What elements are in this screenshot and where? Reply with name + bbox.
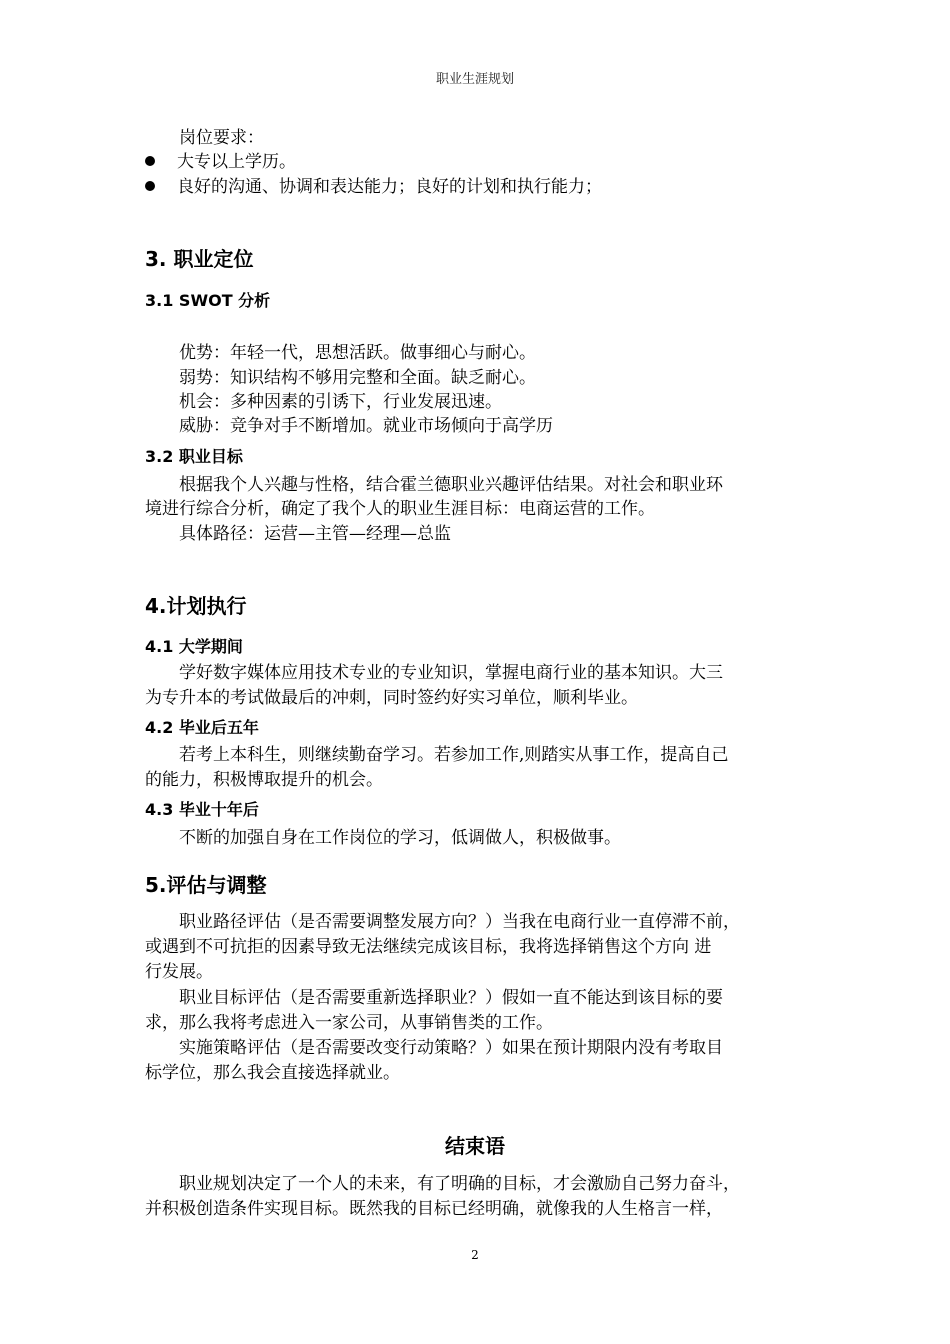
swot-threat: 威胁：竞争对手不断增加。就业市场倾向于高学历 (179, 416, 553, 436)
paragraph-line: 行发展。 (145, 962, 213, 982)
section-3-heading: 3. 职业定位 (145, 247, 254, 271)
bullet-item (145, 175, 602, 199)
paragraph-line: 实施策略评估（是否需要改变行动策略？）如果在预计期限内没有考取目 (179, 1038, 723, 1058)
bullet-text: 大专以上学历。 (177, 152, 296, 172)
paragraph-line: 求，那么我将考虑进入一家公司，从事销售类的工作。 (145, 1013, 553, 1033)
paragraph-line: 或遇到不可抗拒的因素导致无法继续完成该目标，我将选择销售这个方向 进 (145, 937, 712, 957)
swot-weakness: 弱势：知识结构不够用完整和全面。缺乏耐心。 (179, 368, 536, 388)
section-4-1-heading: 4.1 大学期间 (145, 637, 243, 656)
career-path: 具体路径：运营—主管—经理—总监 (179, 524, 451, 544)
paragraph-line: 境进行综合分析，确定了我个人的职业生涯目标：电商运营的工作。 (145, 499, 655, 519)
paragraph-line: 为专升本的考试做最后的冲刺，同时签约好实习单位，顺利毕业。 (145, 688, 638, 708)
closing-heading: 结束语 (445, 1134, 505, 1158)
paragraph-line: 不断的加强自身在工作岗位的学习，低调做人，积极做事。 (179, 828, 621, 848)
paragraph-line: 学好数字媒体应用技术专业的专业知识，掌握电商行业的基本知识。大三 (179, 663, 723, 683)
section-4-heading: 4.计划执行 (145, 594, 247, 618)
paragraph-line: 的能力，积极博取提升的机会。 (145, 770, 383, 790)
paragraph-line: 职业路径评估（是否需要调整发展方向？）当我在电商行业一直停滞不前， (179, 912, 740, 932)
page-header: 职业生涯规划 (435, 72, 514, 87)
paragraph-line: 标学位，那么我会直接选择就业。 (145, 1063, 400, 1083)
bullet-icon (145, 156, 155, 166)
page-number: 2 (471, 1248, 479, 1262)
paragraph-line: 若考上本科生，则继续勤奋学习。若参加工作,则踏实从事工作，提高自己 (179, 745, 729, 765)
paragraph-line: 职业规划决定了一个人的未来，有了明确的目标，才会激励自己努力奋斗， (179, 1174, 740, 1194)
bullet-icon (145, 181, 155, 191)
paragraph-line: 根据我个人兴趣与性格，结合霍兰德职业兴趣评估结果。对社会和职业环 (179, 475, 723, 495)
section-3-2-heading: 3.2 职业目标 (145, 447, 243, 466)
section-4-3-heading: 4.3 毕业十年后 (145, 800, 259, 819)
swot-opportunity: 机会：多种因素的引诱下，行业发展迅速。 (179, 392, 502, 412)
swot-strength: 优势：年轻一代，思想活跃。做事细心与耐心。 (179, 343, 536, 363)
section-3-1-heading: 3.1 SWOT 分析 (145, 291, 271, 310)
bullet-item (145, 150, 296, 174)
section-5-heading: 5.评估与调整 (145, 873, 267, 897)
bullet-text: 良好的沟通、协调和表达能力；良好的计划和执行能力； (177, 177, 602, 197)
requirements-label: 岗位要求： (179, 128, 264, 148)
paragraph-line: 并积极创造条件实现目标。既然我的目标已经明确，就像我的人生格言一样， (145, 1199, 723, 1219)
paragraph-line: 职业目标评估（是否需要重新选择职业？）假如一直不能达到该目标的要 (179, 988, 723, 1008)
section-4-2-heading: 4.2 毕业后五年 (145, 718, 259, 737)
